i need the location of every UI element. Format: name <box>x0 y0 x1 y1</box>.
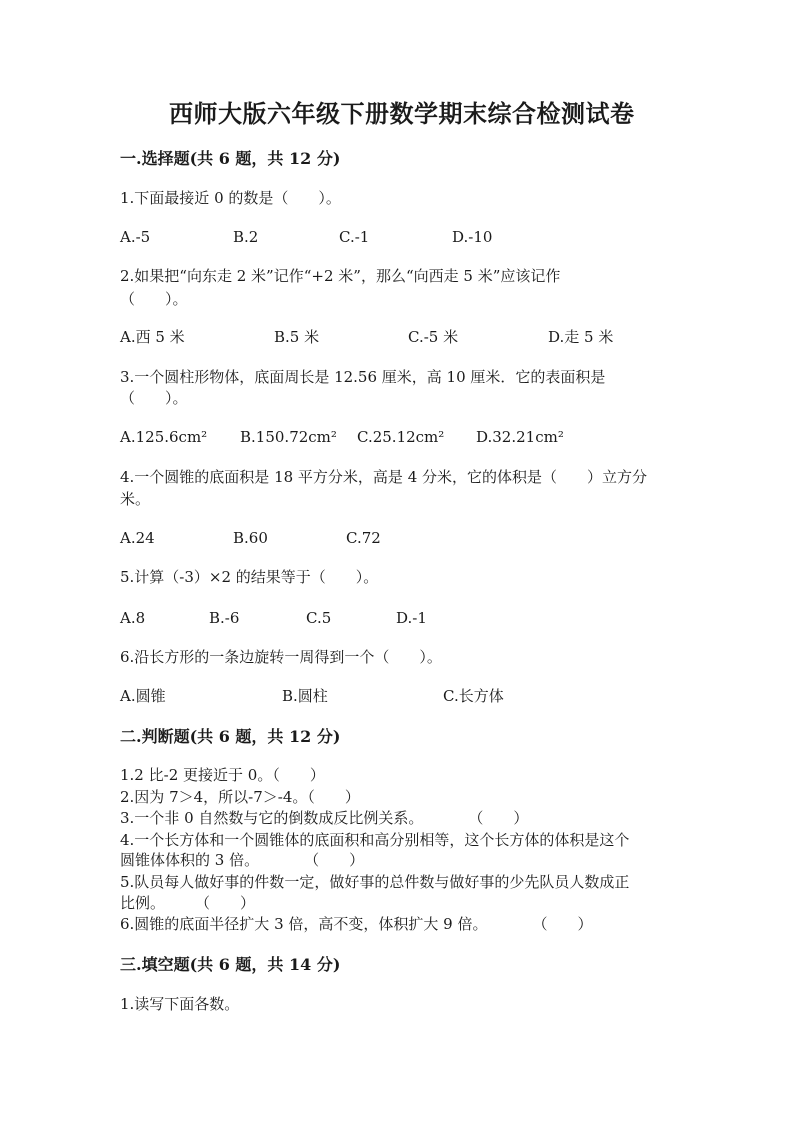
question-text: 3.一个圆柱形物体，底面周长是 12.56 厘米，高 10 厘米．它的表面积是 <box>120 368 606 386</box>
question-text: 5.计算（-3）×2 的结果等于（ ）。 <box>120 568 379 586</box>
option-b: B.5 米 <box>274 328 320 346</box>
option-b: B.圆柱 <box>282 687 328 705</box>
option-b: B.60 <box>233 529 268 547</box>
option-d: D.走 5 米 <box>548 328 614 346</box>
question-text: 4.一个圆锥的底面积是 18 平方分米，高是 4 分米，它的体积是（ ）立方分 <box>120 468 648 486</box>
section-heading-fill-in: 三.填空题(共 6 题，共 14 分) <box>120 955 341 974</box>
option-a: A.125.6cm² <box>120 428 208 446</box>
option-d: D.-10 <box>452 228 493 246</box>
option-d: D.32.21cm² <box>476 428 564 446</box>
judgment-line: 3.一个非 0 自然数与它的倒数成反比例关系。 （ ） <box>120 809 529 827</box>
judgment-line: 圆锥体体积的 3 倍。 （ ） <box>120 851 365 869</box>
option-a: A.24 <box>120 529 155 547</box>
page-title: 西师大版六年级下册数学期末综合检测试卷 <box>169 99 635 128</box>
option-d: D.-1 <box>396 609 427 627</box>
question-text-continued: 米。 <box>120 490 151 508</box>
option-a: A.8 <box>120 609 146 627</box>
option-c: C.72 <box>346 529 381 547</box>
option-c: C.-1 <box>339 228 370 246</box>
option-a: A.-5 <box>120 228 151 246</box>
option-a: A.西 5 米 <box>120 328 185 346</box>
question-text: 6.沿长方形的一条边旋转一周得到一个（ ）。 <box>120 648 442 666</box>
judgment-line: 6.圆锥的底面半径扩大 3 倍，高不变，体积扩大 9 倍。 （ ） <box>120 915 593 933</box>
option-b: B.2 <box>233 228 259 246</box>
question-text: 1.下面最接近 0 的数是（ ）。 <box>120 189 341 207</box>
question-text-continued: （ ）。 <box>120 389 188 407</box>
judgment-line: 1.2 比-2 更接近于 0。（ ） <box>120 766 325 784</box>
judgment-line: 5.队员每人做好事的件数一定，做好事的总件数与做好事的少先队员人数成正 <box>120 873 630 891</box>
question-text-continued: （ ）。 <box>120 290 188 308</box>
section-heading-choice: 一.选择题(共 6 题，共 12 分) <box>120 149 341 168</box>
option-b: B.150.72cm² <box>240 428 337 446</box>
option-a: A.圆锥 <box>120 687 166 705</box>
judgment-line: 2.因为 7＞4，所以-7＞-4。（ ） <box>120 788 360 806</box>
judgment-line: 4.一个长方体和一个圆锥体的底面积和高分别相等，这个长方体的体积是这个 <box>120 831 630 849</box>
section-heading-judgment: 二.判断题(共 6 题，共 12 分) <box>120 727 341 746</box>
option-c: C.25.12cm² <box>357 428 445 446</box>
question-text: 1.读写下面各数。 <box>120 995 240 1013</box>
option-c: C.5 <box>306 609 332 627</box>
option-c: C.-5 米 <box>408 328 459 346</box>
question-text: 2.如果把“向东走 2 米”记作“+2 米”，那么“向西走 5 米”应该记作 <box>120 267 561 285</box>
option-b: B.-6 <box>209 609 240 627</box>
judgment-line: 比例。 （ ） <box>120 894 256 912</box>
option-c: C.长方体 <box>443 687 504 705</box>
